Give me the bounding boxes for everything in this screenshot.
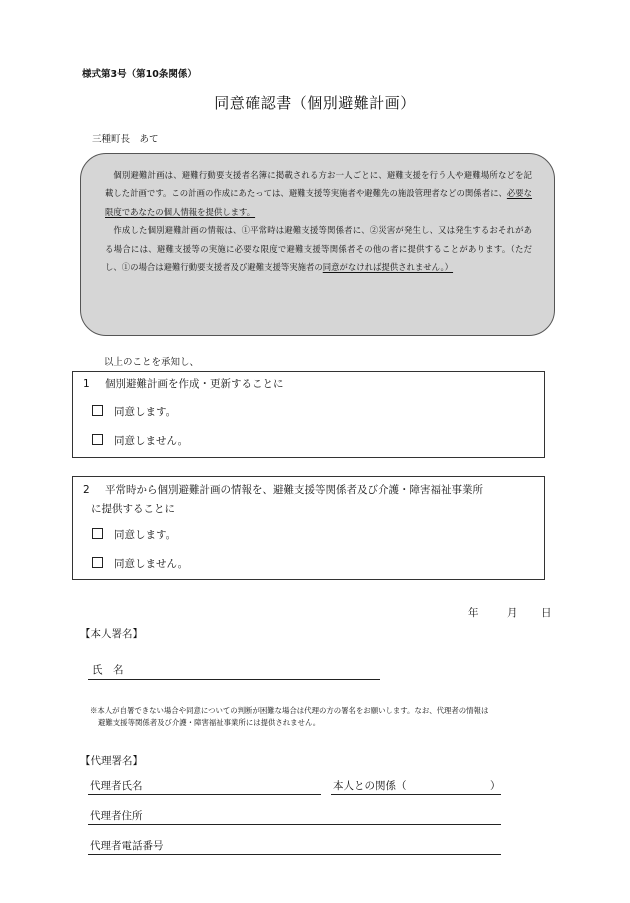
- q2-agree-label: 同意します。: [114, 529, 177, 541]
- question-2-line-1: [83, 481, 536, 500]
- q1-disagree-label: 同意しません。: [114, 435, 189, 447]
- q2-disagree-option[interactable]: [92, 556, 188, 571]
- question-1-number: 1: [83, 378, 90, 390]
- proxy-name-label: 代理者氏名: [90, 780, 143, 792]
- date-month-label: 月: [507, 607, 518, 619]
- proxy-signature-heading: 【代理署名】: [80, 755, 143, 767]
- proxy-address-field[interactable]: [88, 809, 501, 825]
- date-day-label: 日: [541, 607, 552, 619]
- page-title: 同意確認書（個別避難計画）: [214, 94, 416, 112]
- q2-disagree-label: 同意しません。: [114, 558, 189, 570]
- preface-text: 以上のことを承知し、: [104, 357, 200, 368]
- q1-agree-checkbox[interactable]: [92, 405, 103, 416]
- question-2-number: 2: [83, 484, 90, 496]
- question-2-box: [72, 476, 545, 580]
- proxy-relation-field[interactable]: [331, 779, 501, 795]
- question-2-text: [83, 481, 536, 519]
- proxy-relation-label: 本人との関係（: [333, 780, 407, 792]
- form-number: 様式第3号（第10条関係）: [82, 69, 197, 80]
- proxy-phone-field[interactable]: [88, 839, 501, 855]
- notice-paragraph-2: [105, 221, 532, 276]
- self-signature-heading: 【本人署名】: [80, 628, 143, 640]
- notice-box: [80, 153, 555, 336]
- q1-agree-label: 同意します。: [114, 406, 177, 418]
- proxy-note-line: ※本人が自署できない場合や同意についての判断が困難な場合は代理の方の署名をお願いします。なお、代理者の情報は避難支援等関係者及び介護・障害福祉事業所には提供されません。: [90, 706, 489, 727]
- self-name-field[interactable]: [88, 664, 380, 680]
- proxy-address-label: 代理者住所: [90, 810, 143, 822]
- question-1-text: [83, 375, 536, 394]
- notice-p2-text: 作成した個別避難計画の情報は、①平常時は避難支援等関係者に、②災害が発生し、又は発生するおそれがある場合には、避難支援等の実施に必要な限度で避難支援等関係者その他の者に提供することがあります。（ただし、①の場合は避難行動要支援者及び避難支援等実施者の: [105, 225, 532, 273]
- date-year-label: 年: [468, 607, 479, 619]
- q2-agree-option[interactable]: [92, 527, 176, 542]
- question-1-box: [72, 371, 545, 458]
- question-2-line-2: に提供することに: [91, 503, 175, 515]
- notice-p1-underlined: 必要な限度であなたの個人情報を提供します。: [105, 188, 533, 217]
- proxy-note: [90, 705, 490, 728]
- notice-paragraph-1: [105, 166, 532, 221]
- proxy-phone-label: 代理者電話番号: [90, 840, 164, 852]
- question-1-label: 個別避難計画を作成・更新することに: [105, 378, 284, 390]
- q1-disagree-option[interactable]: [92, 433, 188, 448]
- proxy-relation-close: ）: [490, 780, 501, 792]
- addressee: 三種町長 あて: [92, 134, 159, 145]
- q2-agree-checkbox[interactable]: [92, 528, 103, 539]
- notice-p1-text: 個別避難計画は、避難行動要支援者名簿に掲載される方お一人ごとに、避難支援を行う人や避難場所などを記載した計画です。この計画の作成にあたっては、避難支援等実施者や避難先の施設管理者などの関係者に、: [105, 170, 532, 199]
- q1-agree-option[interactable]: [92, 404, 176, 419]
- notice-p2-underlined: 同意がなければ提供されません。）: [322, 262, 454, 273]
- q2-disagree-checkbox[interactable]: [92, 557, 103, 568]
- self-name-label: 氏 名: [92, 664, 124, 676]
- proxy-name-field[interactable]: [88, 779, 321, 795]
- q1-disagree-checkbox[interactable]: [92, 434, 103, 445]
- question-2-label-1: 平常時から個別避難計画の情報を、避難支援等関係者及び介護・障害福祉事業所: [105, 484, 483, 496]
